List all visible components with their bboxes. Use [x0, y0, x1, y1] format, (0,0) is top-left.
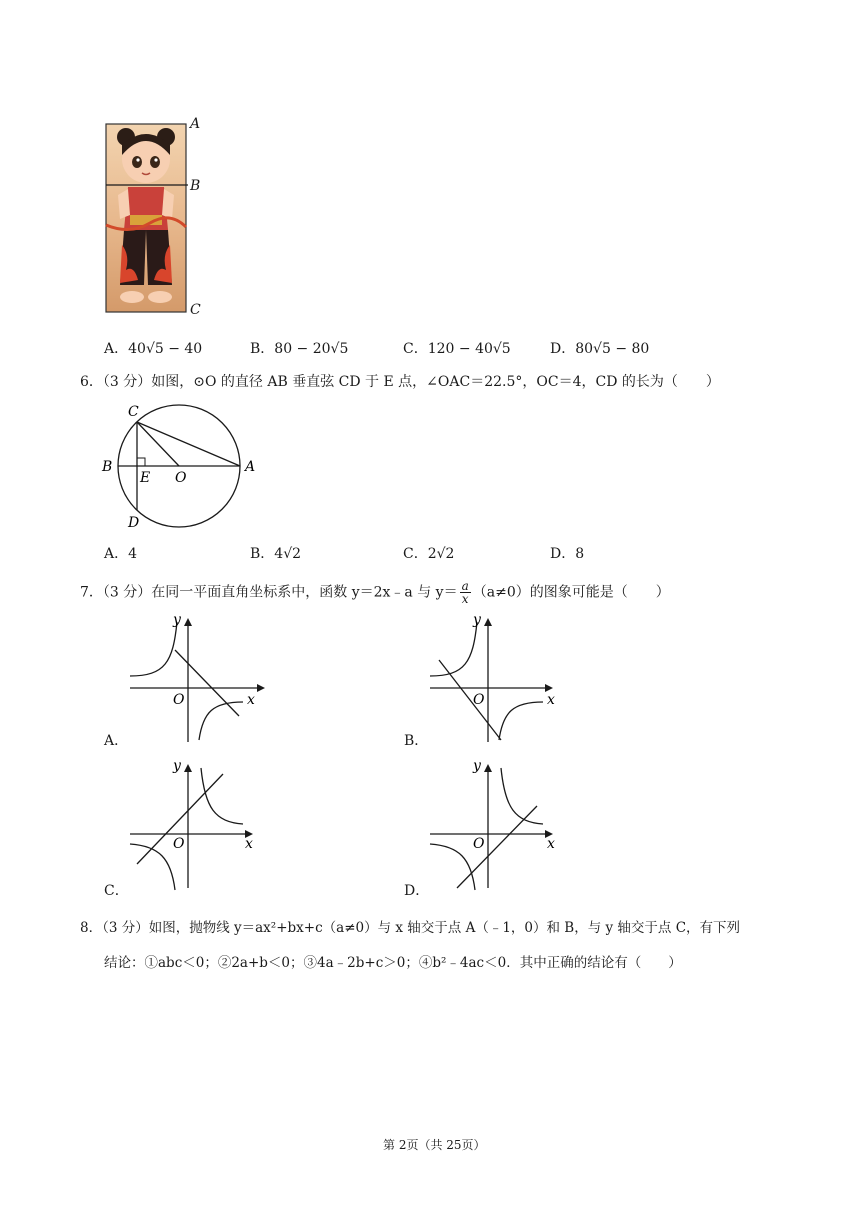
q7-fraction-num: a [461, 579, 469, 593]
option-text: 2√2 [427, 546, 455, 562]
q7-graph-b-x-label: x [547, 692, 555, 708]
q6-figure [100, 400, 270, 535]
q7-stem-part1: 7．（3 分）在同一平面直角坐标系中，函数 y＝2x﹣a 与 y＝ [80, 584, 458, 601]
q5-option-c[interactable] [403, 339, 511, 359]
q7-graph-c[interactable] [125, 758, 270, 893]
q7-fraction [460, 580, 471, 605]
q6-label-e: E [140, 470, 151, 486]
option-letter: D． [550, 546, 576, 562]
option-text: 80 − 20√5 [274, 341, 349, 357]
q7-graph-d-origin-label: O [473, 836, 485, 852]
q6-label-b: B [102, 459, 113, 475]
option-letter: A． [104, 546, 129, 562]
q6-segment-co [137, 422, 179, 466]
q7-graph-d-x-label: x [547, 836, 555, 852]
q7-graph-a-origin-label: O [173, 692, 185, 708]
q8-stem-line1: 8．（3 分）如图，抛物线 y＝ax²+bx+c（a≠0）与 x 轴交于点 A（﹣1，0）和 B，与 y 轴交于点 C，有下列 [80, 920, 741, 936]
q7-option-a[interactable]: A． [104, 733, 129, 749]
q6-option-b[interactable] [250, 544, 301, 564]
q6-right-angle-mark [137, 458, 145, 466]
q7-stem [80, 580, 670, 608]
q7-graph-a[interactable] [125, 612, 270, 747]
q7-graph-c-origin-label: O [173, 836, 185, 852]
q5-figure [100, 115, 210, 320]
option-text: 8 [575, 546, 585, 562]
page-footer: 第 2页（共 25页） [383, 1138, 486, 1152]
q5-label-c: C [190, 302, 201, 318]
q6-option-a[interactable] [104, 544, 137, 564]
q5-label-b: B [190, 178, 201, 194]
option-letter: D． [550, 341, 576, 357]
q6-segment-ca [137, 422, 240, 466]
option-letter: C． [403, 546, 428, 562]
option-letter: B． [250, 546, 275, 562]
q7-fraction-den: x [461, 592, 469, 606]
q5-option-a[interactable] [104, 339, 202, 359]
q7-graph-d[interactable] [425, 758, 570, 893]
option-text: 4√2 [274, 546, 302, 562]
q7-graph-a-y-label: y [173, 612, 181, 628]
q7-graph-c-x-label: x [245, 836, 253, 852]
q7-graph-b-y-label: y [473, 612, 481, 628]
q5-option-b[interactable] [250, 339, 348, 359]
q6-label-d: D [128, 515, 140, 531]
q7-option-c[interactable]: C． [104, 883, 129, 899]
option-letter: A． [104, 341, 129, 357]
option-text: 120 − 40√5 [427, 341, 511, 357]
q7-graph-c-y-label: y [173, 758, 181, 774]
q5-option-d[interactable] [550, 339, 649, 359]
q6-label-c: C [128, 404, 139, 420]
q7-graph-b[interactable] [425, 612, 570, 747]
q8-stem-line2: 结论：①abc＜0；②2a+b＜0；③4a﹣2b+c＞0；④b²﹣4ac＜0．其中正确的结论有（ ） [104, 955, 682, 971]
q5-label-a: A [190, 116, 201, 132]
q7-option-b[interactable]: B． [404, 733, 429, 749]
option-text: 40√5 − 40 [128, 341, 203, 357]
option-text: 4 [128, 546, 138, 562]
q6-stem: 6．（3 分）如图，⊙O 的直径 AB 垂直弦 CD 于 E 点，∠OAC＝22.5°，OC＝4，CD 的长为（ ） [80, 374, 720, 390]
q7-option-d[interactable]: D． [404, 883, 430, 899]
q6-option-d[interactable] [550, 544, 584, 564]
q7-graph-d-y-label: y [473, 758, 481, 774]
q7-graph-a-x-label: x [247, 692, 255, 708]
q7-stem-part2: （a≠0）的图象可能是（ ） [472, 584, 670, 601]
option-text: 80√5 − 80 [575, 341, 650, 357]
q6-label-a: A [245, 459, 256, 475]
option-letter: C． [403, 341, 428, 357]
option-letter: B． [250, 341, 275, 357]
q7-graph-b-origin-label: O [473, 692, 485, 708]
q6-label-o: O [175, 470, 187, 486]
q5-character-image [100, 115, 210, 320]
q6-option-c[interactable] [403, 544, 454, 564]
